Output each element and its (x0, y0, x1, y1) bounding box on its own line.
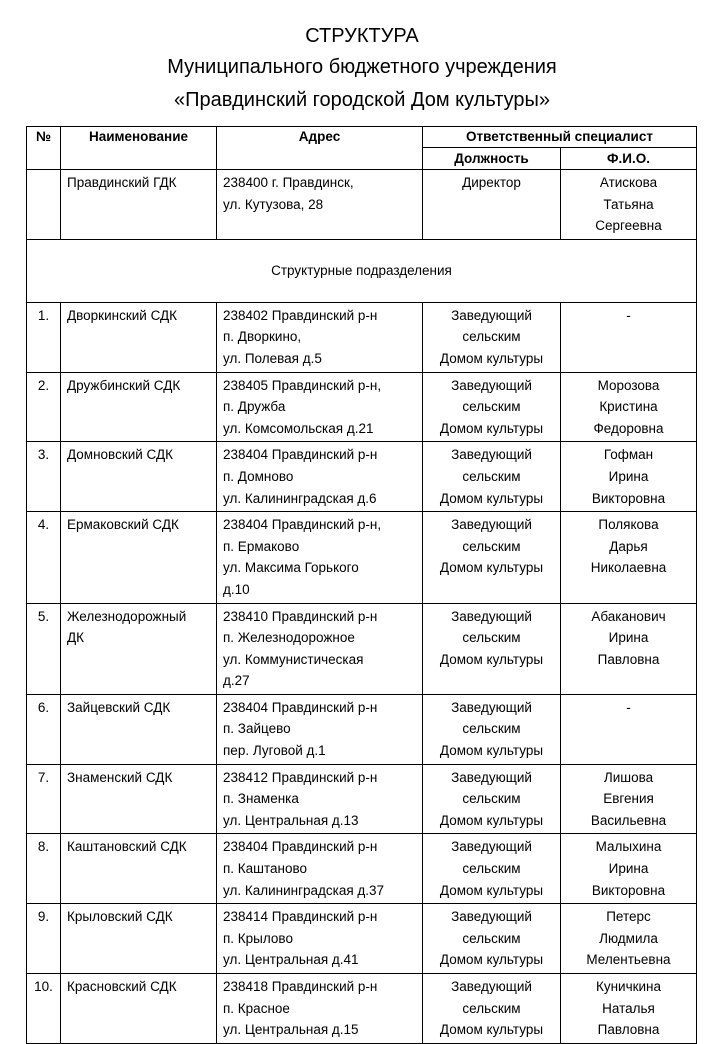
subdivision-name-line: ДК (67, 630, 85, 646)
subdivision-position-line: Заведующий (451, 839, 532, 855)
address-line: ул. Кутузова, 28 (223, 196, 324, 212)
subdivision-fio-line: Ирина (608, 861, 649, 877)
subdivision-address-line: д.27 (223, 673, 250, 689)
subdivision-fio-line: Абаканович (591, 608, 666, 624)
subdivision-position-line: сельским (462, 791, 521, 807)
subdivision-address-line: пер. Луговой д.1 (223, 743, 326, 759)
subdivision-fio (561, 302, 697, 372)
subdivision-address (217, 834, 423, 904)
subdivision-fio-line: Лишова (603, 769, 654, 785)
subdivision-address-line: 238404 Правдинский р-н (223, 699, 378, 715)
subdivision-fio-line: Дарья (609, 538, 648, 554)
subdivision-fio-line: Малыхина (595, 839, 662, 855)
subdivision-fio-line: Морозова (597, 377, 660, 393)
position-line: Директор (462, 175, 521, 190)
subdivision-position-line: Заведующий (451, 377, 532, 393)
subdivision-fio-line: Федоровна (593, 420, 664, 436)
subdivision-position-line: Домом культуры (439, 882, 544, 898)
subdivision-fio (561, 512, 697, 603)
row-num: 10. (27, 974, 61, 1044)
subdivision-position-line: Домом культуры (439, 420, 544, 436)
address-line: 238400 г. Правдинск, (223, 175, 354, 190)
subdivision-name-line: Домновский СДК (67, 447, 174, 463)
subdivision-name (61, 302, 217, 372)
subdivision-fio-line: Николаевна (590, 560, 667, 576)
subdivision-fio-line: Васильевна (590, 812, 667, 828)
subdivision-position (423, 764, 561, 834)
subdivision-fio-line: Павловна (597, 651, 660, 667)
subdivision-fio-line: Кристина (599, 399, 658, 415)
subdivision-position-line: Домом культуры (439, 1022, 544, 1038)
institution-name: Правдинский ГДК (61, 170, 217, 240)
subdivision-name (61, 834, 217, 904)
col-header-responsible: Ответственный специалист (423, 127, 697, 148)
subdivision-fio (561, 904, 697, 974)
subdivision-fio-line: Викторовна (591, 882, 666, 898)
subdivision-address-line: п. Каштаново (223, 861, 308, 877)
subdivision-position (423, 694, 561, 764)
subdivision-position-line: сельским (462, 861, 521, 877)
subdivision-address-line: 238418 Правдинский р-н (223, 979, 378, 994)
subdivision-address-line: ул. Центральная д.13 (223, 812, 359, 828)
row-num: 4. (27, 512, 61, 603)
doc-subtitle-org-type: Муниципального бюджетного учреждения (167, 56, 557, 78)
subdivision-row (27, 694, 697, 764)
subdivision-name-line: Дружбинский СДК (67, 377, 181, 393)
subdivision-position-line: Домом культуры (439, 952, 544, 968)
row-num (27, 170, 61, 240)
subdivision-position-line: Заведующий (451, 608, 532, 624)
col-header-num: № (27, 127, 61, 170)
subdivision-position-line: Домом культуры (439, 812, 544, 828)
subdivision-address-line: ул. Калининградская д.6 (223, 490, 377, 506)
subdivision-name (61, 694, 217, 764)
subdivision-row (27, 372, 697, 442)
subdivision-name-line: Дворкинский СДК (67, 307, 178, 323)
fio-line: Татьяна (603, 196, 654, 212)
subdivision-address-line: 238404 Правдинский р-н (223, 447, 378, 463)
subdivision-address-line: д.10 (223, 581, 250, 597)
subdivision-name (61, 904, 217, 974)
subdivision-position-line: Домом культуры (439, 490, 544, 506)
subdivision-address-line: п. Зайцево (223, 721, 291, 737)
institution-address (217, 170, 423, 240)
subdivision-address-line: 238402 Правдинский р-н (223, 307, 378, 323)
subdivision-position (423, 904, 561, 974)
subdivision-position-line: Заведующий (451, 909, 532, 925)
col-header-position: Должность (423, 148, 561, 170)
institution-fio (561, 170, 697, 240)
subdivision-position-line: Домом культуры (439, 350, 544, 366)
subdivision-position (423, 302, 561, 372)
subdivision-name-line: Крыловский СДК (67, 909, 173, 925)
subdivision-name (61, 974, 217, 1044)
subdivision-address-line: п. Дворкино, (223, 329, 302, 345)
subdivision-position (423, 372, 561, 442)
subdivision-address (217, 302, 423, 372)
subdivision-fio-line: Павловна (597, 1022, 660, 1038)
fio-line: Атискова (599, 175, 658, 190)
subdivision-address-line: 238405 Правдинский р-н, (223, 377, 382, 393)
subdivision-row (27, 512, 697, 603)
subdivision-address-line: п. Знаменка (223, 791, 299, 807)
subdivision-fio-line: Ирина (608, 468, 649, 484)
subdivision-row (27, 974, 697, 1044)
subdivision-fio-line: Людмила (599, 930, 658, 946)
subdivision-fio-line: - (626, 699, 631, 715)
subdivision-address-line: ул. Калининградская д.37 (223, 882, 385, 898)
subdivision-address-line: п. Дружба (223, 399, 286, 415)
subdivision-address-line: 238412 Правдинский р-н (223, 769, 378, 785)
subdivision-name-line: Зайцевский СДК (67, 699, 171, 715)
subdivision-fio-line: Куничкина (595, 979, 662, 994)
section-label: Структурные подразделения (27, 239, 697, 302)
subdivision-position-line: Заведующий (451, 699, 532, 715)
subdivision-fio (561, 764, 697, 834)
subdivision-address (217, 904, 423, 974)
row-num: 5. (27, 603, 61, 694)
subdivision-address (217, 372, 423, 442)
structure-table (26, 126, 697, 1044)
subdivision-fio-line: - (626, 307, 631, 323)
subdivision-address (217, 442, 423, 512)
subdivision-name (61, 512, 217, 603)
subdivision-address (217, 603, 423, 694)
subdivision-position-line: сельским (462, 930, 521, 946)
row-num: 7. (27, 764, 61, 834)
subdivision-fio (561, 603, 697, 694)
subdivision-fio-line: Ирина (608, 630, 649, 646)
col-header-fio: Ф.И.О. (561, 148, 697, 170)
subdivision-fio-line: Полякова (598, 517, 659, 533)
subdivision-fio-line: Гофман (603, 447, 654, 463)
subdivision-position-line: Заведующий (451, 769, 532, 785)
subdivision-address (217, 694, 423, 764)
subdivision-address-line: 238410 Правдинский р-н (223, 608, 378, 624)
subdivision-address-line: ул. Центральная д.41 (223, 952, 359, 968)
subdivision-position (423, 974, 561, 1044)
row-num: 2. (27, 372, 61, 442)
fio-line: Сергеевна (595, 218, 662, 234)
subdivision-position-line: Заведующий (451, 517, 532, 533)
subdivision-position-line: сельским (462, 1000, 521, 1016)
subdivision-name-line: Красновский СДК (67, 979, 177, 994)
subdivision-fio (561, 974, 697, 1044)
subdivision-fio-line: Евгения (603, 791, 654, 807)
subdivision-fio-line: Наталья (602, 1000, 655, 1016)
subdivision-position-line: Домом культуры (439, 651, 544, 667)
subdivision-address-line: ул. Коммунистическая (223, 651, 364, 667)
subdivision-name-line: Каштановский СДК (67, 839, 187, 855)
subdivision-position-line: Домом культуры (439, 743, 544, 759)
col-header-address: Адрес (217, 127, 423, 170)
subdivision-address-line: п. Домново (223, 468, 294, 484)
subdivision-position-line: сельским (462, 630, 521, 646)
subdivision-position (423, 834, 561, 904)
subdivision-name-line: Ермаковский СДК (67, 517, 179, 533)
subdivision-address (217, 974, 423, 1044)
subdivision-fio-line: Петерс (606, 909, 651, 925)
subdivision-fio-line: Мелентьевна (586, 952, 671, 968)
subdivision-address (217, 512, 423, 603)
subdivision-name (61, 764, 217, 834)
subdivision-position-line: сельским (462, 468, 521, 484)
doc-title: СТРУКТУРА (305, 25, 419, 47)
row-num: 1. (27, 302, 61, 372)
subdivision-name-line: Знаменский СДК (67, 769, 173, 785)
subdivision-position-line: сельским (462, 721, 521, 737)
col-header-name: Наименование (61, 127, 217, 170)
subdivision-fio (561, 372, 697, 442)
subdivision-position-line: сельским (462, 399, 521, 415)
subdivision-row (27, 834, 697, 904)
row-num: 9. (27, 904, 61, 974)
subdivision-address-line: 238404 Правдинский р-н (223, 839, 378, 855)
subdivision-position-line: сельским (462, 538, 521, 554)
subdivision-row (27, 904, 697, 974)
subdivision-address-line: ул. Комсомольская д.21 (223, 420, 374, 436)
subdivision-address-line: 238404 Правдинский р-н, (223, 517, 382, 533)
subdivision-name (61, 603, 217, 694)
row-num: 6. (27, 694, 61, 764)
subdivision-position-line: Заведующий (451, 447, 532, 463)
subdivision-address-line: п. Красное (223, 1000, 290, 1016)
doc-subtitle-org-name: «Правдинский городской Дом культуры» (173, 89, 550, 111)
subdivision-position-line: сельским (462, 329, 521, 345)
subdivision-position-line: Заведующий (451, 307, 532, 323)
subdivision-fio-line: Викторовна (591, 490, 666, 506)
institution-position (423, 170, 561, 240)
subdivision-address (217, 764, 423, 834)
subdivision-row (27, 764, 697, 834)
subdivision-fio (561, 694, 697, 764)
subdivision-address-line: п. Железнодорожное (223, 630, 355, 646)
subdivision-position-line: Домом культуры (439, 560, 544, 576)
subdivision-position (423, 512, 561, 603)
subdivision-position (423, 603, 561, 694)
subdivision-fio (561, 442, 697, 512)
subdivision-position (423, 442, 561, 512)
row-num: 3. (27, 442, 61, 512)
subdivision-address-line: ул. Полевая д.5 (223, 350, 322, 366)
subdivision-position-line: Заведующий (451, 979, 532, 994)
subdivision-address-line: ул. Максима Горького (223, 560, 359, 576)
main-institution-row (27, 170, 697, 240)
subdivision-row (27, 302, 697, 372)
subdivision-address-line: п. Ермаково (223, 538, 300, 554)
subdivision-name (61, 372, 217, 442)
subdivision-row (27, 603, 697, 694)
subdivision-row (27, 442, 697, 512)
subdivision-address-line: п. Крылово (223, 930, 293, 946)
subdivision-fio (561, 834, 697, 904)
subdivision-name-line: Железнодорожный (67, 608, 187, 624)
subdivision-name (61, 442, 217, 512)
subdivision-address-line: 238414 Правдинский р-н (223, 909, 378, 925)
subdivision-address-line: ул. Центральная д.15 (223, 1022, 359, 1038)
row-num: 8. (27, 834, 61, 904)
section-row (27, 239, 697, 302)
